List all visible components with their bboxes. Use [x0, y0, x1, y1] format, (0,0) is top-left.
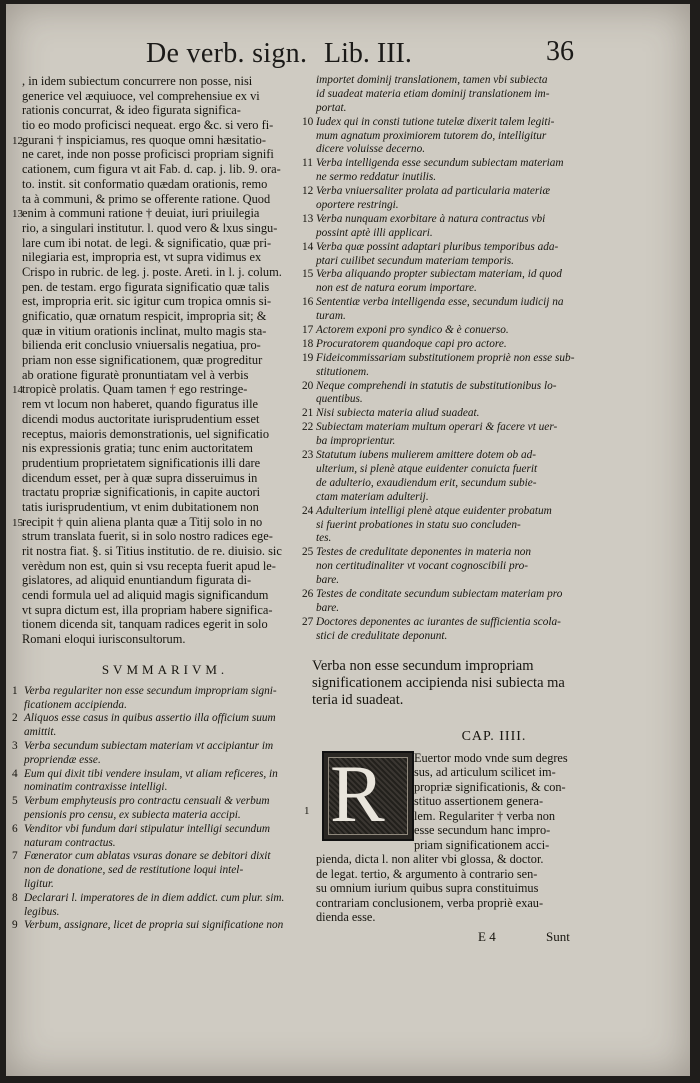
summary-number: 26	[302, 587, 314, 600]
line-text: ta à communi, & primo se offerente ratione. Quod	[22, 191, 271, 206]
summary-text: Verbum emphyteusis pro contractu censuali & verbum	[24, 795, 270, 808]
catchword: Sunt	[546, 928, 570, 944]
text-line	[12, 133, 298, 148]
heading-line: teria id suadeat.	[312, 691, 404, 708]
summary-text: id suadeat materia etiam dominij translationem im-	[316, 87, 550, 100]
summary-text: Fœnerator cum ablatas vsuras donare se debitori dixit	[24, 850, 271, 863]
summary-text: ficationem accipienda.	[24, 698, 127, 711]
summary-text: Declarari l. imperatores de in diem addict. cum plur. sim.	[24, 891, 285, 904]
summary-text: Verba secundum subiectam materiam vt accipiantur im	[24, 740, 274, 752]
body-line: priam significationem acci-	[414, 837, 550, 852]
summary-number: 17	[302, 324, 314, 337]
summary-line	[12, 809, 298, 823]
text-line	[12, 382, 298, 397]
summary-number: 5	[12, 795, 18, 808]
text-line	[12, 250, 298, 265]
summary-line	[12, 685, 298, 699]
line-text: quæ in vitium orationis inclinat, multo magis sta-	[22, 323, 267, 338]
line-text: priam non esse significationem, quæ progreditur	[22, 353, 263, 368]
summary-line	[302, 171, 686, 185]
text-line	[12, 471, 298, 486]
summarium-title: SVMMARIVM.	[101, 661, 229, 677]
left-body-text	[12, 74, 298, 647]
summary-number: 22	[302, 421, 314, 434]
summary-text: si fuerint probationes in statu suo concluden-	[316, 518, 521, 531]
book-number: Lib. III.	[324, 38, 412, 69]
summary-line	[302, 352, 686, 366]
summary-line	[302, 241, 686, 255]
text-line	[12, 588, 298, 603]
body-line: lem. Regulariter † verba non	[414, 808, 556, 823]
summary-text: Verba regulariter non esse secundum impropriam signi-	[24, 684, 277, 697]
summary-line	[12, 919, 298, 933]
line-text: prudentium proprietatem significationis illi dare	[22, 455, 261, 470]
summary-line	[302, 282, 686, 296]
summary-line	[12, 781, 298, 795]
body-line: contrariam conclusionem, verba propriè exau-	[316, 895, 544, 910]
summary-line	[302, 519, 686, 533]
summary-line	[302, 560, 686, 574]
signature-mark: E 4	[478, 928, 496, 944]
summary-text: non est de natura eorum importare.	[316, 282, 477, 295]
line-text: rationis concurrat, & ideo figurata significa-	[22, 103, 241, 118]
summary-number: 25	[302, 546, 314, 559]
line-text: tractatu propriæ significationis, in capite auctori	[22, 485, 261, 500]
text-line	[12, 544, 298, 559]
text-line	[12, 427, 298, 442]
summary-text: Subiectam materiam multum operari & facere vt uer-	[316, 421, 558, 434]
summary-text: Verba intelligenda esse secundum subiectam materiam	[316, 157, 564, 170]
text-line	[12, 617, 298, 632]
summary-text: Eum qui dixit tibi vendere insulam, vt aliam reficeres, in	[24, 767, 278, 780]
summary-line	[302, 310, 686, 324]
summary-text: Iudex qui in consti tutione tutelæ dixerit talem legiti-	[316, 115, 555, 128]
summary-text: Doctores deponentes ac iurantes de sufficientia scola-	[316, 615, 561, 628]
text-line	[12, 515, 298, 530]
summary-line	[302, 213, 686, 227]
summary-line	[12, 850, 298, 864]
text-line	[12, 206, 298, 221]
body-line: pienda, dicta l. non aliter vbi glossa, & doctor.	[316, 852, 544, 867]
text-line	[12, 74, 298, 89]
summary-number: 19	[302, 351, 314, 364]
text-line	[12, 500, 298, 515]
summary-line	[302, 116, 686, 130]
summary-text: stici de credulitate deponunt.	[316, 629, 448, 642]
line-text: rio, a singulari institutur. l. quod vero & lxus singu-	[22, 220, 278, 235]
summary-text: Actorem exponi pro syndico & è conuerso.	[316, 324, 509, 337]
summary-line	[302, 157, 686, 171]
summary-line	[302, 227, 686, 241]
line-text: strum translata fuerit, si in solo nostro radices ege-	[22, 529, 273, 544]
summary-list-left	[12, 685, 298, 933]
summary-line	[12, 699, 298, 713]
summary-text: turam.	[316, 310, 346, 323]
line-text: gislatores, ad aliquid enuntiandum figurata di-	[22, 573, 252, 588]
text-line	[12, 632, 298, 647]
summary-text: ne sermo reddatur inutilis.	[316, 171, 437, 184]
summary-line	[302, 366, 686, 380]
line-text: enim à communi ratione † deuiat, iuri priuilegia	[22, 206, 260, 221]
summary-line	[12, 712, 298, 726]
summary-number: 1	[12, 684, 18, 697]
summary-text: Neque comprehendi in statutis de substitutionibus lo-	[316, 379, 557, 392]
summary-text: ctam materiam adulterij.	[316, 490, 429, 503]
summary-number: 16	[302, 296, 314, 309]
summary-number: 20	[302, 379, 314, 392]
text-line	[12, 397, 298, 412]
text-line	[12, 236, 298, 251]
summary-line	[12, 726, 298, 740]
line-text: ne caret, inde non posse proficisci propriam signifi	[22, 147, 274, 162]
text-line	[12, 456, 298, 471]
summary-text: naturam contractus.	[24, 836, 116, 849]
body-line: de legat. tertio, & argumento à contrario sen-	[316, 866, 538, 881]
heading-line: significationem accipienda nisi subiecta ma	[312, 674, 565, 691]
line-text: nilegiaria est, impropria est, vt supra vidimus ex	[22, 250, 262, 265]
summary-line	[302, 143, 686, 157]
summary-line	[302, 407, 686, 421]
summary-line	[12, 740, 298, 754]
summary-line	[302, 546, 686, 560]
text-line	[12, 162, 298, 177]
body-line: sus, ad articulum scilicet im-	[414, 765, 556, 780]
summary-line	[302, 296, 686, 310]
body-full-lines	[302, 852, 686, 925]
line-text: dicendi modus auctoritate iurisprudentium esset	[22, 411, 260, 426]
summary-line	[302, 255, 686, 269]
summary-line	[302, 491, 686, 505]
summary-line	[12, 837, 298, 851]
line-text: cationem, cum figura vt ait Fab. d. cap. j. lib. 9. ora-	[22, 162, 281, 177]
margin-number: 1	[304, 804, 310, 817]
summary-number: 14	[302, 240, 314, 253]
text-line	[12, 603, 298, 618]
summary-number: 9	[12, 919, 18, 932]
line-text: tio eo modo proficisci nequeat. ergo &c. si vero fi-	[22, 118, 274, 133]
running-header	[6, 32, 690, 72]
summary-line	[302, 88, 686, 102]
summary-line	[302, 630, 686, 644]
line-text: vt supra dictum est, illa propriam habere significa-	[22, 602, 273, 617]
summary-number: 6	[12, 822, 18, 835]
summary-line	[302, 588, 686, 602]
heading-line: Verba non esse secundum impropriam	[312, 657, 534, 674]
text-line	[12, 118, 298, 133]
summary-text: dicere voluisse decerno.	[316, 143, 426, 156]
summary-line	[302, 421, 686, 435]
summary-number: 3	[12, 740, 18, 752]
line-text: Crispo in rubric. de leg. j. poste. Areti. in l. j. colum.	[22, 264, 282, 279]
text-line	[12, 103, 298, 118]
line-text: est, impropria erit. sic igitur cum tropica omnis si-	[22, 294, 272, 309]
line-text: rit nostra fiat. §. si Titius institutio. de re. diuisio. sic	[22, 544, 282, 558]
summary-text: possint aptè illi applicari.	[316, 226, 433, 239]
summary-line	[12, 823, 298, 837]
line-text: ab oratione figuratè pronuntiatam vel à verbis	[22, 367, 249, 382]
summary-text: non certitudinaliter vt vocant cognoscibili pro-	[316, 560, 528, 573]
margin-number: 12	[12, 134, 23, 147]
summary-line	[302, 393, 686, 407]
margin-number: 15	[12, 516, 23, 529]
summary-line	[12, 892, 298, 906]
line-text: rem vt locum non haberet, quando figuratus ille	[22, 397, 259, 412]
summary-line	[302, 74, 686, 88]
summary-text: mum agnatum proximiorem tutorem do, intelligitur	[316, 129, 547, 142]
line-text: tionem dicenda sit, tanquam radices egerit in solo	[22, 617, 268, 632]
text-line	[12, 441, 298, 456]
line-text: gnificatio, quæ ornatum respicit, impropria sit; &	[22, 309, 267, 323]
summary-line	[302, 532, 686, 546]
line-text: tatis iurisprudentium, vt enim dubitationem non	[22, 499, 259, 514]
text-line	[12, 573, 298, 588]
summary-line	[302, 199, 686, 213]
summary-text: Testes de conditate secundum subiectam materiam pro	[316, 587, 563, 600]
body-line: dienda esse.	[316, 910, 376, 925]
summary-text: Adulterium intelligi plenè atque euidenter probatum	[316, 504, 552, 517]
line-text: nis expressionis gratia; tunc enim auctoritatem	[22, 441, 253, 456]
margin-number: 13	[12, 208, 23, 221]
left-column	[12, 74, 298, 933]
line-text: Romani eloqui iurisconsultorum.	[22, 632, 186, 647]
summary-number: 15	[302, 268, 314, 281]
summary-text: Verbum, assignare, licet de propria sui significatione non	[24, 919, 284, 932]
page-number: 36	[546, 36, 574, 67]
summary-text: Testes de credulitate deponentes in materia non	[316, 546, 532, 559]
line-text: lare cum ibi notat. de legi. & significatio, quæ pri-	[22, 235, 272, 250]
text-line	[12, 280, 298, 295]
summary-text: Venditor vbi fundum dari stipulatur intelligi secundum	[24, 822, 271, 835]
summary-number: 11	[302, 157, 313, 170]
line-text: tropicè prolatis. Quam tamen † ego restringe-	[22, 382, 248, 397]
page-footer	[302, 929, 686, 949]
summary-line	[302, 477, 686, 491]
summary-list-right	[302, 74, 686, 644]
summary-text: importet dominij translationem, tamen vbi subiecta	[316, 74, 548, 86]
summary-text: bare.	[316, 574, 340, 587]
summary-text: portat.	[316, 101, 347, 114]
summary-line	[302, 130, 686, 144]
chapter-body	[302, 749, 686, 949]
summary-text: ba improprientur.	[316, 435, 396, 448]
summary-text: quentibus.	[316, 393, 363, 406]
summary-line	[302, 185, 686, 199]
summary-text: pensionis pro censu, ex subiecta materia accipi.	[24, 808, 241, 821]
body-line: propriæ significationis, & con-	[414, 779, 566, 794]
summary-text: ligitur.	[24, 877, 54, 890]
text-line	[12, 353, 298, 368]
body-line: esse secundum hanc impro-	[414, 823, 551, 838]
summary-number: 12	[302, 185, 314, 198]
summary-line	[12, 795, 298, 809]
text-line	[12, 368, 298, 383]
line-text: , in idem subiectum concurrere non posse, nisi	[22, 74, 253, 88]
summary-line	[302, 505, 686, 519]
line-text: bilienda erit conclusio vniuersalis negatiua, pro-	[22, 338, 261, 353]
text-line	[12, 309, 298, 324]
summary-text: Sententiæ verba intelligenda esse, secundum iudicij na	[316, 296, 564, 309]
drop-cap	[322, 747, 414, 841]
line-text: generice vel æquiuoce, vel comprehensiue ex vi	[22, 88, 260, 103]
summary-number: 23	[302, 449, 314, 462]
line-text: verèdum non est, quin si vsu recepta fuerit apud le-	[22, 558, 276, 573]
text-line	[12, 221, 298, 236]
summary-number: 4	[12, 767, 18, 780]
summary-text: Procuratorem quandoque capi pro actore.	[316, 337, 507, 350]
summary-line	[12, 864, 298, 878]
summary-number: 21	[302, 407, 314, 420]
summary-text: de adulterio, exaudiendum erit, secundum subie-	[316, 476, 537, 489]
line-text: receptus, maioris demonstrationis, uel significatio	[22, 426, 270, 441]
summary-line	[302, 324, 686, 338]
summary-text: Verba nunquam exorbitare à natura contractus vbi	[316, 212, 546, 225]
summary-text: oportere restringi.	[316, 199, 399, 212]
summary-text: Nisi subiecta materia aliud suadeat.	[316, 407, 480, 420]
line-text: gurani † inspiciamus, res quoque omni hæsitatio-	[22, 132, 266, 147]
summary-number: 18	[302, 337, 314, 350]
summary-number: 13	[302, 212, 314, 225]
body-line: su omnium iurium quibus supra constituimus	[316, 881, 539, 896]
summary-text: ulterium, si plenè atque euidenter conuicta fuerit	[316, 462, 538, 475]
text-line	[12, 324, 298, 339]
line-text: to. instit. sit conformatio quædam orationis, remo	[22, 176, 268, 191]
body-line: stituo assertionem genera-	[414, 794, 544, 809]
summary-text: Aliquos esse casus in quibus assertio illa officium suum	[24, 712, 276, 725]
drop-cap-letter: R	[330, 747, 385, 839]
summary-line	[12, 754, 298, 768]
summary-line	[302, 380, 686, 394]
summary-text: Verba vniuersaliter prolata ad particularia materiæ	[316, 185, 550, 198]
text-line	[12, 294, 298, 309]
summary-line	[302, 449, 686, 463]
summary-text: non de donatione, sed de restitutione loqui intel-	[24, 864, 244, 877]
summary-number: 24	[302, 504, 314, 517]
summary-number: 2	[12, 712, 18, 725]
text-line	[12, 265, 298, 280]
text-line	[12, 192, 298, 207]
chapter-title: CAP. IIII.	[461, 728, 527, 744]
summary-text: nominatim contraxisse intelligi.	[24, 781, 168, 794]
summary-text: stitutionem.	[316, 365, 370, 378]
summary-line	[302, 602, 686, 616]
summary-line	[12, 878, 298, 892]
summary-text: ptari cuilibet secundum materiam temporis.	[316, 254, 514, 267]
margin-number: 14	[12, 384, 23, 397]
summary-line	[302, 435, 686, 449]
summary-line	[302, 102, 686, 116]
summary-text: Statutum iubens mulierem amittere dotem ob ad-	[316, 449, 537, 462]
summary-line	[302, 338, 686, 352]
summary-text: Verba quæ possint adaptari pluribus temporibus ada-	[316, 240, 559, 253]
summary-line	[302, 268, 686, 282]
running-title: De verb. sign.	[146, 38, 308, 69]
text-line	[12, 485, 298, 500]
line-text: cendi formula uel ad aliquid magis significandum	[22, 588, 269, 603]
summary-line	[302, 616, 686, 630]
body-line: Euertor modo vnde sum degres	[414, 750, 568, 765]
line-text: recipit † quin aliena planta quæ a Titij solo in no	[22, 514, 263, 529]
text-line	[12, 338, 298, 353]
text-line	[12, 412, 298, 427]
line-text: pen. de testam. ergo figurata significatio quæ talis	[22, 279, 270, 294]
summary-text: amittit.	[24, 726, 57, 739]
text-line	[12, 89, 298, 104]
book-page	[6, 4, 690, 1076]
text-line	[12, 529, 298, 544]
summary-text: tes.	[316, 532, 332, 545]
summary-line	[302, 574, 686, 588]
summary-line	[12, 768, 298, 782]
summary-line	[12, 906, 298, 920]
summary-text: legibus.	[24, 905, 60, 918]
text-line	[12, 177, 298, 192]
chapter-summary-heading	[302, 658, 686, 709]
text-line	[12, 559, 298, 574]
summary-number: 7	[12, 850, 18, 863]
summary-number: 8	[12, 891, 18, 904]
line-text: dicendum esset, per à quæ supra disseruimus in	[22, 470, 258, 485]
summary-text: propriendæ esse.	[24, 753, 101, 766]
summary-text: bare.	[316, 601, 340, 614]
summary-text: Verba aliquando propter subiectam materiam, id quod	[316, 268, 562, 281]
summary-line	[302, 463, 686, 477]
summary-number: 10	[302, 115, 314, 128]
right-column	[302, 74, 686, 949]
summary-text: Fideicommissariam substitutionem propriè non esse sub-	[316, 351, 575, 364]
summary-number: 27	[302, 615, 314, 628]
text-line	[12, 147, 298, 162]
